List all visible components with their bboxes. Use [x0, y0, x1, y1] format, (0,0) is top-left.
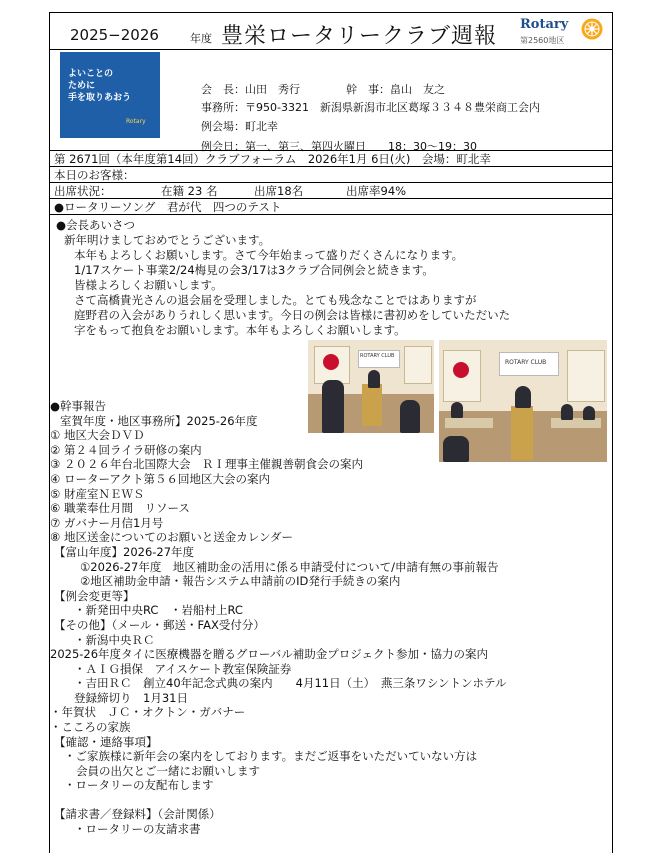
secretary-report — [50, 399, 506, 836]
report-line: ・ＡＩＧ損保 アイスケート教室保険証券 — [74, 661, 292, 676]
president-line: 会 長：山田 秀行 — [201, 83, 300, 96]
greeting-line: 新年明けましておめでとうございます。 — [64, 233, 271, 247]
secretary-line: 幹 事：畠山 友之 — [346, 83, 445, 96]
report-line: ・新潟中央ＲＣ — [74, 632, 155, 647]
guests-row — [50, 166, 612, 182]
district-label: 第2560地区 — [520, 36, 565, 45]
rotary-logo — [520, 16, 606, 46]
meeting-day-line: 例会日：第一、第三、第四火曜日 18：30〜19：30 — [201, 140, 477, 153]
report-line: ・年賀状 ＪＣ・オクトン・ガバナー — [50, 705, 246, 720]
report-line: ⑧ 地区送金についてのお願いと送金カレンダー — [50, 530, 293, 545]
section-divider — [50, 214, 612, 215]
report-line: ・新発田中央RC ・岩船村上RC — [74, 603, 243, 618]
report-line: ・こころの家族 — [50, 720, 131, 735]
report-line: 【富山年度】2026-27年度 — [54, 544, 195, 559]
report-line: ②地区補助金申請・報告システム申請前のID発行手続きの案内 — [80, 574, 401, 589]
attendance-row — [50, 182, 612, 198]
song-row — [50, 198, 612, 214]
greeting-heading: ●会長あいさつ — [56, 218, 136, 232]
fiscal-year-suffix: 年度 — [190, 32, 212, 45]
member-count: 在籍 23 名 — [161, 184, 218, 198]
report-line: ⑤ 財産室ＮＥＷＳ — [50, 486, 145, 501]
greeting-line: 庭野君の入会がありうれしく思います。今日の例会は皆様に書初めをしていただいた — [74, 308, 511, 322]
report-line: ④ ローターアクト第５６回地区大会の案内 — [50, 471, 271, 486]
guests-label: 本日のお客様： — [54, 168, 135, 182]
report-line: ①2026-27年度 地区補助金の活用に係る申請受付について/申請有無の事前報告 — [80, 559, 499, 574]
fiscal-year: 2025−2026 — [70, 26, 159, 44]
poster-slogan: よいことの ために 手を取りあおう — [68, 69, 132, 103]
meeting-number: 第 2671回（本年度第14回）クラブフォーラム 2026年1月 6日(火) 会場：町北幸 — [54, 152, 491, 166]
report-line: ・吉田ＲＣ 創立40年記念式典の案内 4月11日（土） 燕三条ワシントンホテル — [74, 676, 507, 691]
greeting-line: 字をもって抱負をお願いします。本年もよろしくお願いします。 — [74, 323, 406, 337]
greeting-line: 1/17スケート事業2/24梅見の会3/17は3クラブ合同例会と続きます。 — [74, 263, 434, 277]
rotary-wheel-icon — [580, 17, 604, 41]
rotary-logo-word: Rotary — [520, 17, 569, 32]
theme-poster — [60, 52, 160, 138]
report-line: ・ロータリーの友請求書 — [74, 821, 201, 836]
report-line: ⑦ ガバナー月信1月号 — [50, 515, 164, 530]
report-line: 室賀年度・地区事務所】2025-26年度 — [60, 413, 258, 428]
photo-banner-left: ROTARY CLUB — [360, 353, 395, 359]
rotary-song: ●ロータリーソング 君が代 四つのテスト — [54, 200, 282, 214]
bulletin-page — [49, 12, 613, 853]
report-line: ・ロータリーの友配布します — [64, 778, 214, 793]
report-line: 【確認・連絡事項】 — [54, 734, 158, 749]
report-line: 【例会変更等】 — [54, 588, 135, 603]
report-line: ③ ２０２６年台北国際大会 ＲＩ理事主催親善朝食会の案内 — [50, 457, 363, 472]
attended-count: 出席18名 — [254, 184, 304, 198]
report-line: ② 第２４回ライラ研修の案内 — [50, 442, 202, 457]
greeting-line: さて高橋貴光さんの退会届を受理しました。とても残念なことではありますが — [74, 293, 477, 307]
greeting-line: 皆様よろしくお願いします。 — [74, 278, 223, 292]
report-line: ・ご家族様に新年会の案内をしております。まだご返事をいただいていない方は — [64, 749, 478, 764]
attendance-label: 出席状況： — [54, 184, 112, 198]
meeting-number-row — [50, 150, 612, 166]
photo-banner-right: ROTARY CLUB — [505, 359, 547, 366]
report-line: 登録締切り 1月31日 — [74, 690, 188, 705]
report-line: 【請求書／登録料】（会計関係） — [54, 807, 221, 822]
venue-line: 例会場：町北幸 — [201, 120, 278, 133]
report-line: ⑥ 職業奉仕月間 リソース — [50, 501, 190, 516]
greeting-section — [56, 218, 510, 338]
title-bar — [50, 13, 612, 50]
greeting-line: 本年もよろしくお願いします。さて今年始まって盛りだくさんになります。 — [74, 248, 464, 262]
attendance-rate: 出席率94% — [346, 184, 407, 198]
report-heading: ●幹事報告 — [50, 399, 107, 413]
report-line: ① 地区大会ＤＶＤ — [50, 428, 145, 443]
report-line: 2025-26年度タイに医療機器を贈るグローバル補助金プロジェクト参加・協力の案内 — [50, 647, 489, 662]
poster-badge: Rotary — [126, 118, 146, 125]
club-info-box — [50, 49, 612, 153]
bulletin-title: 豊栄ロータリークラブ週報 — [221, 24, 498, 49]
report-line: 【その他】（メール・郵送・FAX受付分） — [54, 617, 265, 632]
report-line: 会員の出欠とご一緒にお願いします — [76, 763, 260, 778]
office-line: 事務所：〒950-3321 新潟県新潟市北区葛塚３３４８豊栄商工会内 — [201, 101, 540, 114]
